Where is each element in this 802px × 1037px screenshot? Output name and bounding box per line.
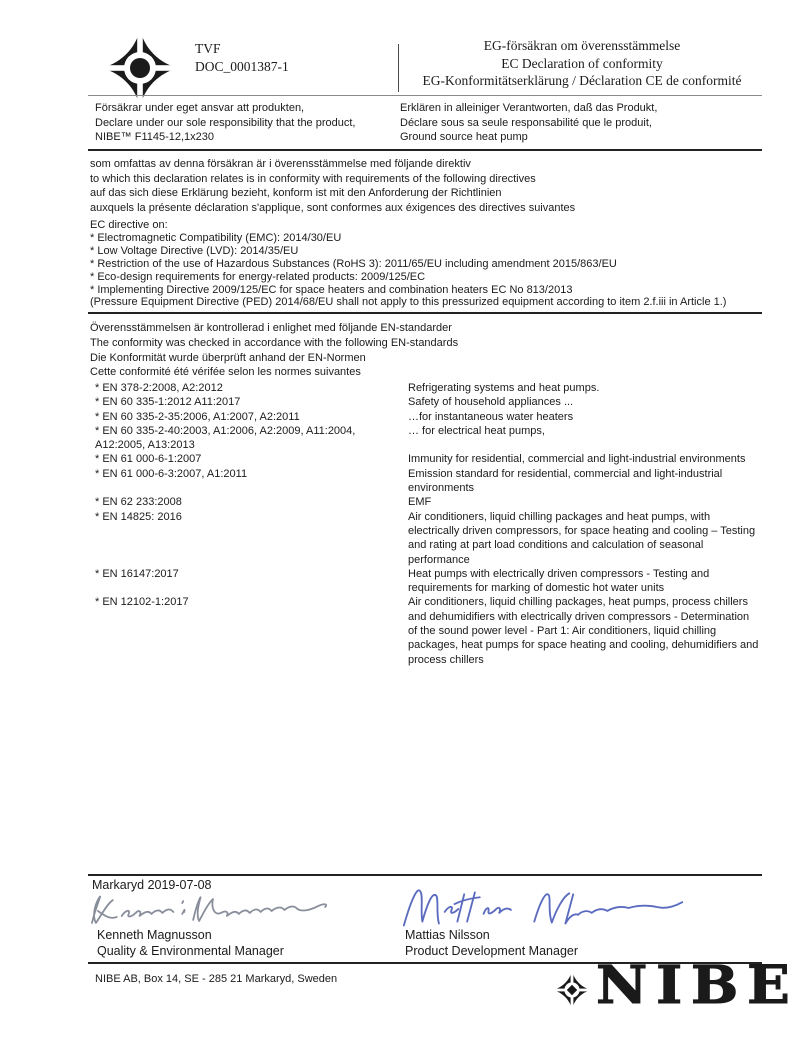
table-row — [95, 567, 760, 596]
title-line-sv: EG-försäkran om överensstämmelse — [483, 38, 681, 53]
standard-code: * EN 60 335-1:2012 A11:2017 — [95, 396, 241, 409]
standard-description: Emission standard for residential, commercial and light-industrial environments — [408, 467, 723, 495]
decl-line: Déclare sous sa seule responsabilité que le produit, — [400, 116, 652, 129]
relates-line: auxquels la présente déclaration s'applique, sont conformes aux éxigences des directives suivantes — [90, 201, 576, 214]
standards-table — [95, 381, 760, 667]
standard-description: Immunity for residential, commercial and light-industrial environments — [408, 453, 746, 466]
standards-intro-line: Cette conformité été vérifée selon les normes suivantes — [90, 366, 361, 379]
standard-code: * EN 60 335-2-35:2006, A1:2007, A2:2011 — [95, 410, 300, 423]
company-address: NIBE AB, Box 14, SE - 285 21 Markaryd, Sweden — [95, 973, 338, 985]
standard-code: * EN 62 233:2008 — [95, 496, 182, 509]
signatory-kenneth — [97, 928, 284, 960]
standard-description: …for instantaneous water heaters — [408, 410, 574, 423]
rule-directives — [88, 312, 762, 314]
table-row — [95, 410, 760, 424]
product-name: NIBE™ F1145-12,1x230 — [95, 131, 215, 144]
decl-line: Försäkrar under eget ansvar att produkten, — [95, 102, 305, 114]
nibe-logo — [552, 955, 799, 1016]
signatory-name: Mattias Nilsson — [405, 928, 490, 942]
header-divider — [398, 44, 399, 92]
standard-code: * EN 60 335-2-40:2003, A1:2006, A2:2009, A11:2004, A12:2005, A13:2013 — [95, 424, 356, 452]
standard-code: * EN 14825: 2016 — [95, 510, 182, 523]
directives-section — [90, 219, 770, 309]
table-row — [95, 381, 760, 395]
standards-intro-line: Die Konformität wurde überprüft anhand der EN-Normen — [90, 351, 366, 364]
table-row — [95, 595, 760, 666]
standard-code: * EN 16147:2017 — [95, 567, 179, 580]
table-row — [95, 510, 760, 567]
directives-heading: EC directive on: — [90, 219, 168, 231]
declaration-right — [400, 101, 657, 145]
directive-item: * Eco-design requirements for energy-related products: 2009/125/EC — [90, 270, 426, 283]
nibe-star-icon — [552, 970, 592, 1010]
table-row — [95, 495, 760, 509]
doc-code-block — [195, 40, 289, 76]
signatory-title: Product Development Manager — [405, 943, 579, 958]
standard-description: Air conditioners, liquid chilling packages and heat pumps, with electrically driven compressors, for space heating and cooling – Testing and rating at part load conditions and calculation of seasonal performance — [408, 510, 756, 566]
doc-number: DOC_0001387-1 — [195, 59, 289, 74]
table-row — [95, 395, 760, 409]
standard-description: Air conditioners, liquid chilling packages, heat pumps, process chillers and dehumidifiers with electrically driven compressors - Determination of the sound power level - Part 1: Air conditioners, liquid chilling packages, heat pumps for space heating and cooling, dehumidifiers and process chillers — [408, 596, 759, 666]
standard-description: Heat pumps with electrically driven compressors - Testing and requirements for marking of domestic hot water units — [408, 567, 710, 595]
standards-intro-line: The conformity was checked in accordance with the following EN-standards — [90, 336, 459, 349]
doc-code-line: TVF — [195, 41, 221, 56]
table-row — [95, 467, 760, 496]
standard-code: * EN 61 000-6-1:2007 — [95, 453, 202, 466]
directive-item: * Implementing Directive 2009/125/EC for space heaters and combination heaters EC No 813/2013 — [90, 283, 573, 296]
place-and-date: Markaryd 2019-07-08 — [92, 878, 212, 892]
standard-code: * EN 12102-1:2017 — [95, 596, 189, 609]
signature-kenneth — [84, 889, 342, 933]
standard-code: * EN 61 000-6-3:2007, A1:2011 — [95, 467, 248, 480]
ped-note: (Pressure Equipment Directive (PED) 2014/68/EU shall not apply to this pressurized equipment according to item 2.f.iii in Article 1.) — [90, 296, 727, 309]
product-type: Ground source heat pump — [400, 131, 528, 144]
relates-line: som omfattas av denna försäkran är i överensstämmelse med följande direktiv — [90, 158, 471, 170]
standards-intro — [90, 321, 458, 380]
table-row — [95, 424, 760, 453]
signatory-name: Kenneth Magnusson — [97, 928, 212, 942]
decl-line: Declare under our sole responsibility that the product, — [95, 116, 356, 129]
standard-description: EMF — [408, 496, 432, 509]
directive-item: * Electromagnetic Compatibility (EMC): 2014/30/EU — [90, 231, 342, 244]
signature-mattias — [398, 882, 690, 932]
nibe-wordmark: NIBE — [596, 955, 799, 1016]
relates-line: auf das sich diese Erklärung bezieht, konform ist mit den Anforderung der Richtlinien — [90, 187, 502, 200]
declaration-left — [95, 101, 355, 145]
title-line-de-fr: EG-Konformitätserklärung / Déclaration CE de conformité — [422, 73, 742, 88]
rule-signoff-top — [88, 874, 762, 876]
table-row — [95, 452, 760, 466]
directive-item: * Restriction of the use of Hazardous Substances (RoHS 3): 2011/65/EU including amendment 2015/863/EU — [90, 257, 617, 270]
directive-item: * Low Voltage Directive (LVD): 2014/35/EU — [90, 244, 299, 257]
signatory-title: Quality & Environmental Manager — [97, 943, 284, 958]
standard-description: … for electrical heat pumps, — [408, 424, 545, 437]
signatory-mattias — [405, 928, 578, 960]
relates-paragraph — [90, 157, 575, 215]
standard-description: Refrigerating systems and heat pumps. — [408, 382, 600, 394]
page-title — [402, 37, 762, 90]
rule-header — [88, 95, 762, 96]
rule-declaration — [88, 149, 762, 151]
nibe-star-icon — [100, 28, 180, 108]
decl-line: Erklären in alleiniger Verantworten, daß das Produkt, — [400, 102, 658, 114]
standards-intro-line: Överensstämmelsen är kontrollerad i enlighet med följande EN-standarder — [90, 322, 452, 334]
title-line-en: EC Declaration of conformity — [501, 55, 663, 71]
relates-line: to which this declaration relates is in conformity with requirements of the following directives — [90, 172, 536, 185]
standard-code: * EN 378-2:2008, A2:2012 — [95, 382, 223, 394]
standard-description: Safety of household appliances ... — [408, 396, 574, 409]
